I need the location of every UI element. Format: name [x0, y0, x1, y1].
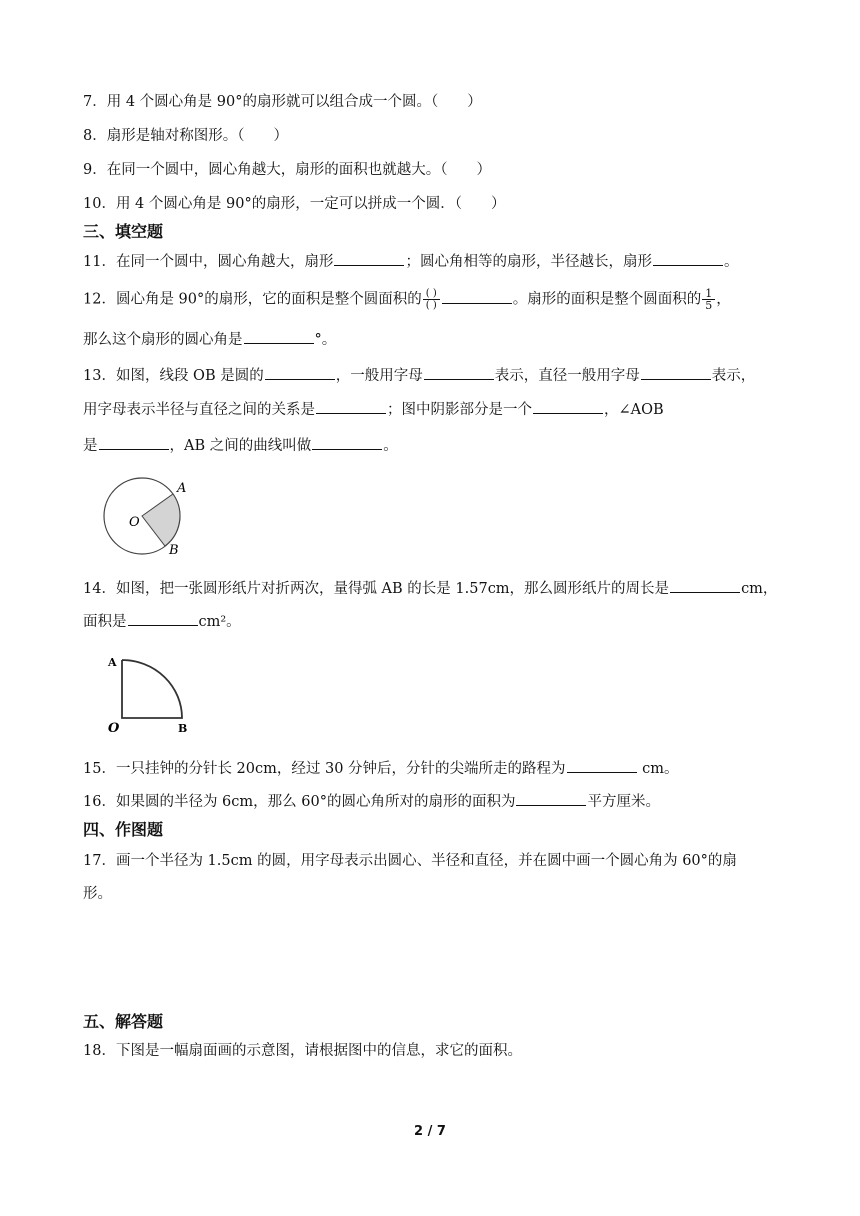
answer-blank[interactable]: [99, 435, 169, 450]
answer-blank[interactable]: [312, 435, 382, 450]
label-b: B: [169, 543, 179, 558]
question-13-line3-text-b: ，AB 之间的曲线叫做: [169, 438, 312, 454]
question-11-text-b: ；圆心角相等的扇形，半径越长，扇形: [405, 254, 652, 270]
answer-blank[interactable]: [653, 251, 723, 266]
question-17-line-2: 形。: [83, 886, 112, 902]
question-13-line2-text-c: ，∠AOB: [604, 402, 664, 418]
question-12-text-c: ，: [716, 291, 731, 308]
question-15: [83, 758, 679, 779]
shaded-sector: [142, 494, 180, 546]
fraction-one-fifth: [702, 288, 715, 311]
question-13-text-b: ，一般用字母: [335, 368, 423, 384]
section-heading-solve: 五、解答题: [83, 1012, 164, 1031]
question-14-line2-text-b: cm²。: [198, 614, 241, 630]
answer-blank[interactable]: [670, 578, 740, 593]
answer-blank[interactable]: [442, 289, 512, 304]
question-7: 7．用 4 个圆心角是 90°的扇形就可以组合成一个圆。（ ）: [83, 94, 482, 110]
question-13-line2-text-a: 用字母表示半径与直径之间的关系是: [83, 402, 315, 418]
question-17: 17．画一个半径为 1.5cm 的圆，用字母表示出圆心、半径和直径，并在圆中画一个圆心角为 60°的扇: [83, 853, 737, 869]
question-11-text-c: 。: [723, 254, 739, 270]
quarter-circle-figure: [100, 648, 200, 738]
section-heading-drawing: 四、作图题: [83, 820, 164, 839]
question-18: 18．下图是一幅扇面画的示意图，请根据图中的信息，求它的面积。: [83, 1043, 522, 1059]
answer-blank[interactable]: [244, 329, 314, 344]
question-11: [83, 251, 738, 272]
question-9: 9．在同一个圆中，圆心角越大，扇形的面积也就越大。（ ）: [83, 162, 491, 178]
question-12: [83, 288, 731, 311]
answer-blank[interactable]: [516, 791, 586, 806]
question-13-text-c: 表示，直径一般用字母: [494, 368, 640, 384]
fraction-denominator: ( ): [425, 300, 437, 311]
answer-blank[interactable]: [641, 365, 711, 380]
question-12-text-a: 12．圆心角是 90°的扇形，它的面积是整个圆面积的: [83, 291, 422, 308]
question-12-line2-text-b: °。: [314, 332, 337, 348]
answer-blank[interactable]: [128, 611, 198, 626]
section-heading-fill-blank: 三、填空题: [83, 222, 164, 241]
fraction-numerator: ( ): [423, 288, 440, 300]
label-o: O: [108, 721, 120, 736]
question-13-line3-text-c: 。: [383, 438, 398, 454]
label-a: A: [108, 656, 117, 669]
label-a: A: [177, 481, 187, 496]
answer-blank[interactable]: [265, 365, 335, 380]
fraction-numerator: 1: [702, 288, 715, 300]
question-13-line-3: [83, 435, 398, 456]
question-10: 10．用 4 个圆心角是 90°的扇形，一定可以拼成一个圆．（ ）: [83, 196, 506, 212]
question-15-text-a: 15．一只挂钟的分针长 20cm，经过 30 分钟后，分针的尖端所走的路程为: [83, 761, 566, 777]
fraction-blank[interactable]: [423, 288, 440, 311]
quarter-circle-outline: [122, 660, 182, 718]
answer-blank[interactable]: [334, 251, 404, 266]
question-13-line-2: [83, 399, 664, 420]
label-o: O: [129, 515, 140, 530]
circle-sector-figure: [95, 472, 205, 562]
question-13-line3-text-a: 是: [83, 438, 98, 454]
question-11-text-a: 11．在同一个圆中，圆心角越大，扇形: [83, 254, 334, 270]
question-13: [83, 365, 755, 386]
question-12-line-2: [83, 329, 336, 350]
fraction-denominator: 5: [705, 299, 713, 312]
question-16: [83, 791, 660, 812]
question-13-text-d: 表示，: [711, 368, 756, 384]
question-16-text-a: 16．如果圆的半径为 6cm，那么 60°的圆心角所对的扇形的面积为: [83, 794, 516, 810]
question-12-text-b: 。扇形的面积是整个圆面积的: [512, 291, 702, 308]
page-number: 2 / 7: [414, 1124, 446, 1139]
question-14-line2-text-a: 面积是: [83, 614, 127, 630]
question-14-line-2: [83, 611, 241, 632]
answer-blank[interactable]: [567, 758, 637, 773]
question-14-text-a: 14．如图，把一张圆形纸片对折两次，量得弧 AB 的长是 1.57cm，那么圆形纸片的周长是: [83, 581, 670, 597]
answer-blank[interactable]: [533, 399, 603, 414]
question-13-text-a: 13．如图，线段 OB 是圆的: [83, 368, 264, 384]
answer-blank[interactable]: [316, 399, 386, 414]
answer-blank[interactable]: [424, 365, 494, 380]
question-14: [83, 578, 777, 599]
question-16-text-b: 平方厘米。: [587, 794, 660, 810]
question-12-line2-text-a: 那么这个扇形的圆心角是: [83, 332, 243, 348]
question-15-text-b: cm。: [637, 761, 679, 777]
question-13-line2-text-b: ；图中阴影部分是一个: [387, 402, 532, 418]
label-b: B: [178, 722, 188, 735]
question-14-text-b: cm，: [741, 581, 778, 597]
question-8: 8．扇形是轴对称图形。（ ）: [83, 128, 288, 144]
